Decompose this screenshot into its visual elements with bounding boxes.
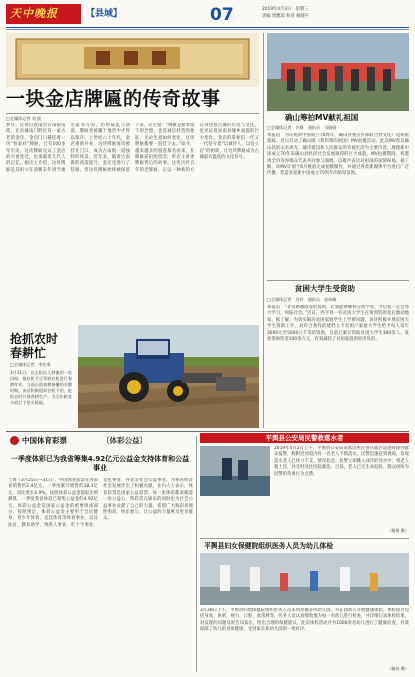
mv-shoot-illustration — [267, 33, 409, 111]
aid-body: 本报讯 “非常感谢政府的资助，让我能够顺利完成学业，今后我一定会努力学习，回报社会。”近日，西平县一名贫困大学生在领到资助金后激动地说。据了解，为切实解决贫困家庭学生上学难问题，该县积极开展贫困大学生资助工作，对符合条件的建档立卡贫困户家庭大学生给予每人每年3000元至5000元不等的资助，目前已累计资助贫困大学生300余人，发放资助资金100余万元，有效减轻了贫困家庭的经济负担。 — [267, 305, 409, 343]
mv-photo — [267, 33, 409, 111]
tractor-photo — [78, 325, 259, 428]
editor-line: 责编 周雅琼 校对 杨晓宇 — [262, 14, 310, 19]
women-photo — [200, 553, 409, 605]
header-rule — [6, 27, 409, 28]
police-headline: 平舆县公安局民警救落水者 — [265, 434, 344, 442]
police-body: 2019年4月2日上午，平舆县公安局某派出所民警在辖区巡逻时接到群众报警，称附近河道内有一名老人不慎落水。民警迅速赶到现场，发现落水老人已体力不支，情况危急。民警立即跳入冰冷的河水中，将老人救上岸，并及时送往医院救治。目前，老人已无生命危险。群众纷纷为民警的英勇行为点赞。 — [274, 446, 409, 477]
mv-headline: 确山筹拍MV献礼祖国 — [285, 113, 359, 122]
feature-caption: 3月31日，在正阳县大林镇的一处田间，拖拉机手正驾驶农机进行春耕作业。当前正值春耕备播的关键时期，该县积极组织农机下田，抢抓农时开展春耕生产，为全年粮食丰收打下坚实基础。 — [10, 370, 72, 405]
date-line: 2019年4月3日 星期三 — [262, 7, 309, 12]
column-divider — [263, 33, 264, 428]
feature-byline: □全媒体记者 李宏奉 — [10, 362, 51, 367]
police-rescue-illustration — [200, 446, 270, 496]
lead-photo — [6, 33, 259, 87]
police-photo — [200, 446, 270, 496]
lead-headline: 一块金店牌匾的传奇故事 — [6, 88, 221, 110]
page-number: 07 — [210, 5, 234, 25]
lottery-headline: 一季度体彩已为我省筹集4.92亿元公益金支持体育和公益事业 — [10, 455, 190, 472]
aid-byline: □全媒体记者 苏玲 通讯员 苏伟峰 — [267, 297, 337, 302]
mv-body: 本报讯 为庆祝新中国成立70周年，确山县委宣传部联合县文化广电和旅游局，近日启动了确山版《我和我的祖国》MV拍摄活动。此次MV将以确山县的山水风光、城市建设和人民群众的幸福生活为主要内容，展现新中国成立70年来确山县经济社会发展取得的巨大成就。MV拍摄期间，将邀请全县各界群众代表共同参与演唱，以歌声表达对祖国的深情祝福。据了解，该MV计划于6月底前完成拍摄制作，并通过各类新媒体平台进行广泛传播，营造喜迎新中国成立70周年的浓厚氛围。 — [267, 133, 409, 177]
tractor-field-illustration — [78, 325, 259, 428]
feature-title-line1: 抢抓农时 — [10, 332, 59, 346]
police-credit: （杨建 摄） — [387, 528, 409, 533]
women-headline: 平舆县妇女保健院组织医务人员为幼儿体检 — [204, 542, 334, 550]
aid-headline: 贫困大学生受资助 — [295, 284, 355, 293]
bottom-column-divider — [196, 436, 197, 672]
masthead-logo: 天中晚报 — [10, 7, 58, 20]
gold-shop-sign-illustration — [6, 33, 259, 87]
women-credit: （杨亮 摄） — [387, 666, 409, 671]
lottery-section-subtitle: 〔体彩公益〕 — [102, 436, 147, 445]
notice-rule — [200, 538, 409, 539]
header-rule-thin — [6, 29, 409, 30]
section-label: 【县域】 — [86, 9, 123, 19]
lead-rule — [6, 113, 259, 114]
lottery-logo-icon — [10, 436, 19, 445]
health-check-illustration — [200, 553, 409, 605]
women-body: 3月28日上午，平舆县妇幼保健院组织医务人员来到县城多所幼儿园，为在园幼儿开展健康体检。体检项目包括身高、体重、视力、口腔、血常规等，医务人员认真细致地为每一名幼儿进行检查，并详细记录体检结果，对发现的问题及时告知家长，给出合理的保健建议。此次体检活动共为1000余名幼儿进行了健康检查，有效保障了幼儿的身体健康，受到家长和幼儿园的一致好评。 — [200, 608, 409, 633]
lead-body: 梦月，过春后汝南县古南街南街，在县城南门附近有一家古老的金店，金店门口悬挂着一块“恒泰祥”牌匾，已有100多年历史。这块牌匾见证了金店的兴衰变迁，也承载着几代人的记忆。据店主介绍，这块牌匾是其祖父在清朝末年请当地名家书写的，历经战乱与动荡，牌匾曾被藏于地窖中才得以保存。上世纪八十年代，金店重新开业，这块牌匾再次被挂在门口，成为古南街一道独特的风景。近年来，随着古南街的改造提升，金店也进行了装修，但这块牌匾始终被保留下来。店主说：“牌匾是祖辈留下的念想，也是诚信经营的象征，无论生意如何变化，这块牌匾都要一直挂下去。”如今，越来越多的游客慕名而来，在牌匾前拍照留念，听店主讲述牌匾背后的故事。这块历经百年的老牌匾，正以一种新的方式讲述着古城的历史与文化，也见证着汝南县城乡面貌的巨大变化。金店的掌柜们一代又一代坚守着“以诚待人、以信立店”的祖训，让这块牌匾成为古城最有温度的文化符号。 — [6, 123, 259, 173]
lottery-rule — [6, 431, 409, 432]
lottery-section-title: 中国体育彩票 — [22, 436, 67, 445]
mv-byline: □全媒体记者 许静 通讯员 马晓丽 — [267, 125, 337, 130]
lottery-body: 上周（3月25日—31日），中国体育彩票在河南省销售约2.4亿元，一季度累计销售约28.3亿元，同比增长4.9%。按照体彩公益金提取比例测算，一季度我省体彩已筹集公益金约4.92亿元。体彩公益金是国家公益金的重要组成部分，按照规定，体彩公益金主要用于全民健身、青少年体育、竞技体育等体育事业，以及扶贫、教育助学、残疾人事业、红十字事业、文化事业、养老等社会公益事业，为我省经济社会发展作出了积极贡献。业内人士表示，体育彩票是国家公益彩票，每一张体彩都承载着一份公益心，购彩者在娱乐的同时也为社会公益事业贡献了自己的力量。希望广大购彩者理性购彩，快乐参与，让公益的力量惠及更多群众。 — [8, 478, 193, 528]
feature-title-line2: 春耕忙 — [10, 346, 47, 360]
right-rule — [267, 280, 409, 281]
lead-byline: □全媒体记者 刘 滨 — [6, 116, 42, 121]
